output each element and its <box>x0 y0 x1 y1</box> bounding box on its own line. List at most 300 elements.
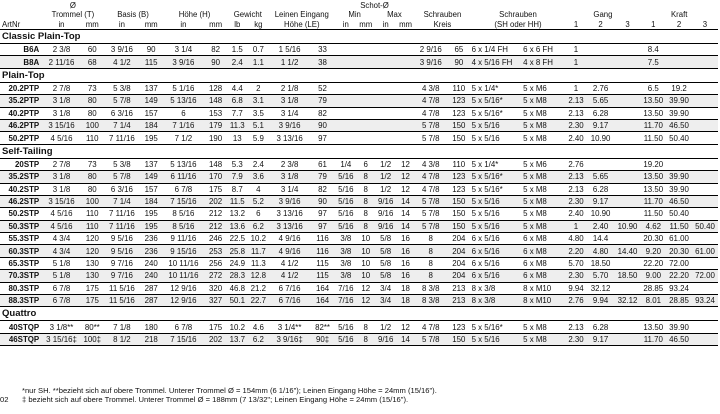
cell-leinen-in: 4 9/16 <box>269 245 310 257</box>
cell-basis-in: 5 7/8 <box>104 95 140 107</box>
cell-kraft-3 <box>692 82 718 94</box>
cell-leinen-mm: 90 <box>310 119 334 131</box>
cell-kreis-mm: 123 <box>447 171 470 183</box>
cell-hoehe-mm: 212 <box>204 220 226 232</box>
cell-schrauben-hh: 5 x M8 <box>522 195 565 207</box>
cell-leinen-in: 6 7/16 <box>269 295 310 307</box>
table-row <box>0 44 718 56</box>
cell-schrauben-hh: 4 x 8 FH <box>522 56 565 68</box>
cell-artnr: 46STQP <box>0 333 42 345</box>
cell-artnr: B8A <box>0 56 42 68</box>
unit-mm: mm <box>397 19 415 30</box>
cell-gang-2: 9.17 <box>587 333 615 345</box>
table-row <box>0 95 718 107</box>
cell-hoehe-in: 3 9/16 <box>162 56 204 68</box>
cell-gang-3: 18.50 <box>615 270 641 282</box>
cell-trommel-in: 2 11/16 <box>42 56 81 68</box>
cell-hoehe-mm: 253 <box>204 245 226 257</box>
cell-schot-min-in: 5/16 <box>335 333 357 345</box>
cell-gang-2: 2.40 <box>587 220 615 232</box>
cell-gang-3 <box>615 56 641 68</box>
cell-kreis-in: 5 7/8 <box>414 195 447 207</box>
cell-kreis-in: 4 7/8 <box>414 321 447 333</box>
cell-leinen-in: 3 9/16‡ <box>269 333 310 345</box>
cell-trommel-in: 4 5/16 <box>42 132 81 144</box>
cell-basis-mm: 195 <box>140 208 162 220</box>
cell-schrauben-hh: 5 x M8 <box>522 183 565 195</box>
cell-leinen-in: 4 1/2 <box>269 270 310 282</box>
cell-schot-min-in: 5/16 <box>335 171 357 183</box>
gewicht-header: Gewicht <box>233 10 262 19</box>
cell-gang-1: 2.30 <box>565 333 586 345</box>
cell-kraft-2: 50.40 <box>666 208 692 220</box>
cell-leinen-mm: 33 <box>310 44 334 56</box>
cell-kraft-3 <box>692 158 718 170</box>
cell-leinen-in: 3 1/4 <box>269 183 310 195</box>
cell-basis-in: 5 3/8 <box>104 82 140 94</box>
cell-schrauben-sh: 6 x 5/16 <box>471 270 523 282</box>
cell-schot-max-in: 9/16 <box>375 208 397 220</box>
unit-in: in <box>335 19 357 30</box>
gang-col-3: 3 <box>615 19 641 30</box>
cell-trommel-in: 4 5/16 <box>42 220 81 232</box>
cell-trommel-mm: 130 <box>81 257 104 269</box>
cell-schot-min-mm <box>357 56 375 68</box>
cell-kraft-1: 13.50 <box>640 321 666 333</box>
cell-basis-mm: 195 <box>140 132 162 144</box>
cell-kreis-mm: 123 <box>447 107 470 119</box>
cell-kraft-3: 72.00 <box>692 270 718 282</box>
cell-kraft-2: 20.30 <box>666 245 692 257</box>
cell-leinen-mm: 97 <box>310 132 334 144</box>
cell-hoehe-in: 10 11/16 <box>162 270 204 282</box>
cell-schot-max-in <box>375 132 397 144</box>
cell-schrauben-hh: 5 x M8 <box>522 171 565 183</box>
cell-kraft-1: 20.30 <box>640 233 666 245</box>
cell-kraft-1: 11.50 <box>640 132 666 144</box>
cell-leinen-mm: 116 <box>310 245 334 257</box>
cell-schot-min-mm: 8 <box>357 208 375 220</box>
cell-gewicht-lb: 50.1 <box>227 295 248 307</box>
cell-kraft-1: 8.4 <box>640 44 666 56</box>
cell-kraft-2 <box>666 158 692 170</box>
gang-col-1: 1 <box>565 19 586 30</box>
cell-gewicht-kg: 21.2 <box>248 282 269 294</box>
unit-mm: mm <box>357 19 375 30</box>
cell-kraft-1: 11.70 <box>640 333 666 345</box>
cell-trommel-mm: 80** <box>81 321 104 333</box>
section-title: Plain-Top <box>0 68 718 82</box>
cell-trommel-mm: 80 <box>81 95 104 107</box>
cell-schrauben-hh: 5 x M8 <box>522 333 565 345</box>
section-header <box>0 68 718 82</box>
cell-leinen-mm: 82** <box>310 321 334 333</box>
cell-schot-min-in <box>335 119 357 131</box>
cell-basis-in: 7 1/8 <box>104 321 140 333</box>
cell-kraft-1: 13.50 <box>640 171 666 183</box>
cell-gang-1: 2.30 <box>565 119 586 131</box>
cell-leinen-in: 3 1/8 <box>269 171 310 183</box>
cell-schot-max-in: 5/8 <box>375 245 397 257</box>
cell-schot-min-in: 5/16 <box>335 183 357 195</box>
cell-schot-max-mm: 16 <box>397 233 415 245</box>
cell-schot-min-mm: 10 <box>357 233 375 245</box>
cell-artnr: 20STP <box>0 158 42 170</box>
cell-kraft-2: 28.85 <box>666 295 692 307</box>
cell-schrauben-hh: 6 x M8 <box>522 270 565 282</box>
cell-basis-in: 6 3/16 <box>104 107 140 119</box>
cell-kreis-mm: 204 <box>447 233 470 245</box>
cell-kreis-in: 4 3/8 <box>414 158 447 170</box>
cell-hoehe-mm: 148 <box>204 158 226 170</box>
cell-kraft-3 <box>692 333 718 345</box>
cell-gang-3 <box>615 158 641 170</box>
cell-kreis-in: 8 <box>414 233 447 245</box>
cell-schrauben-sh: 5 x 5/16* <box>471 183 523 195</box>
cell-gewicht-lb: 10.2 <box>227 321 248 333</box>
cell-kreis-mm: 204 <box>447 257 470 269</box>
cell-leinen-mm: 79 <box>310 171 334 183</box>
cell-artnr: 35.2STP <box>0 171 42 183</box>
cell-artnr: 46.2PTP <box>0 119 42 131</box>
cell-schot-min-in: 5/16 <box>335 321 357 333</box>
cell-schrauben-hh: 5 x M8 <box>522 107 565 119</box>
cell-hoehe-mm: 175 <box>204 321 226 333</box>
cell-kreis-mm: 123 <box>447 95 470 107</box>
cell-gang-1: 2.76 <box>565 295 586 307</box>
cell-schrauben-sh: 4 x 5/16 FH <box>471 56 523 68</box>
cell-schrauben-sh: 5 x 5/16* <box>471 95 523 107</box>
cell-basis-in: 7 1/4 <box>104 119 140 131</box>
cell-schot-max-mm <box>397 56 415 68</box>
cell-schrauben-sh: 5 x 5/16 <box>471 195 523 207</box>
cell-kraft-1: 11.50 <box>640 208 666 220</box>
table-row <box>0 208 718 220</box>
cell-artnr: 50.2STP <box>0 208 42 220</box>
cell-schot-max-in: 3/4 <box>375 282 397 294</box>
cell-kreis-in: 4 7/8 <box>414 183 447 195</box>
cell-trommel-in: 3 15/16‡ <box>42 333 81 345</box>
table-row <box>0 82 718 94</box>
cell-gewicht-lb: 2.4 <box>227 56 248 68</box>
cell-gang-3 <box>615 132 641 144</box>
cell-artnr: 70.3STP <box>0 270 42 282</box>
cell-trommel-mm: 100‡ <box>81 333 104 345</box>
cell-hoehe-mm: 82 <box>204 44 226 56</box>
cell-schot-max-in: 9/16 <box>375 220 397 232</box>
cell-schrauben-hh: 5 x M6 <box>522 158 565 170</box>
cell-kreis-mm: 150 <box>447 208 470 220</box>
cell-gang-1: 2.13 <box>565 95 586 107</box>
cell-schot-max-in: 1/2 <box>375 321 397 333</box>
cell-schrauben-hh: 5 x M8 <box>522 321 565 333</box>
cell-hoehe-in: 6 7/8 <box>162 183 204 195</box>
cell-gewicht-lb: 46.8 <box>227 282 248 294</box>
cell-gang-1: 2.13 <box>565 171 586 183</box>
cell-schot-min-mm: 12 <box>357 282 375 294</box>
cell-schot-min-mm <box>357 95 375 107</box>
cell-trommel-mm: 110 <box>81 220 104 232</box>
cell-kreis-in: 8 3/8 <box>414 282 447 294</box>
cell-gewicht-kg: 5.9 <box>248 132 269 144</box>
cell-trommel-in: 6 7/8 <box>42 295 81 307</box>
cell-hoehe-in: 7 1/2 <box>162 132 204 144</box>
cell-kraft-1: 11.70 <box>640 195 666 207</box>
cell-hoehe-in: 7 15/16 <box>162 333 204 345</box>
schrauben-sh-header-line1: Schrauben <box>499 10 537 19</box>
cell-schot-max-in: 5/8 <box>375 257 397 269</box>
cell-gang-3 <box>615 321 641 333</box>
cell-trommel-mm: 80 <box>81 183 104 195</box>
cell-gewicht-kg: 5.1 <box>248 119 269 131</box>
cell-kreis-mm: 110 <box>447 158 470 170</box>
cell-gewicht-kg: 2.4 <box>248 158 269 170</box>
cell-kraft-2: 46.50 <box>666 119 692 131</box>
cell-hoehe-in: 12 9/16 <box>162 295 204 307</box>
cell-schot-min-in: 3/8 <box>335 257 357 269</box>
cell-hoehe-mm: 246 <box>204 233 226 245</box>
cell-kreis-in: 8 <box>414 245 447 257</box>
cell-gang-1: 1 <box>565 44 586 56</box>
cell-schot-min-mm <box>357 44 375 56</box>
cell-schot-max-in <box>375 56 397 68</box>
cell-artnr: 88.3STP <box>0 295 42 307</box>
table-body <box>0 30 718 346</box>
cell-gewicht-lb: 13.7 <box>227 333 248 345</box>
cell-schot-min-mm: 8 <box>357 171 375 183</box>
cell-gang-1: 5.70 <box>565 257 586 269</box>
cell-basis-in: 9 7/16 <box>104 257 140 269</box>
cell-hoehe-mm: 256 <box>204 257 226 269</box>
cell-leinen-in: 3 13/16 <box>269 208 310 220</box>
cell-basis-in: 4 1/2 <box>104 56 140 68</box>
cell-trommel-mm: 100 <box>81 195 104 207</box>
cell-basis-in: 8 1/2 <box>104 333 140 345</box>
cell-kraft-2: 50.40 <box>666 132 692 144</box>
cell-basis-in: 9 5/16 <box>104 233 140 245</box>
cell-schot-min-mm: 10 <box>357 257 375 269</box>
cell-gang-2 <box>587 56 615 68</box>
cell-gang-3 <box>615 119 641 131</box>
cell-hoehe-mm: 175 <box>204 183 226 195</box>
cell-schot-min-mm: 10 <box>357 270 375 282</box>
cell-kraft-1: 7.5 <box>640 56 666 68</box>
cell-gang-2: 10.90 <box>587 132 615 144</box>
cell-artnr: B6A <box>0 44 42 56</box>
cell-schot-max-mm <box>397 95 415 107</box>
cell-gang-1: 2.20 <box>565 245 586 257</box>
cell-gewicht-lb: 7.9 <box>227 171 248 183</box>
cell-gang-3 <box>615 183 641 195</box>
cell-schot-min-mm: 12 <box>357 295 375 307</box>
cell-leinen-mm: 90 <box>310 195 334 207</box>
cell-trommel-in: 6 7/8 <box>42 282 81 294</box>
cell-basis-mm: 236 <box>140 233 162 245</box>
cell-leinen-in: 3 1/4** <box>269 321 310 333</box>
cell-gang-1: 2.76 <box>565 158 586 170</box>
cell-kreis-in: 5 7/8 <box>414 119 447 131</box>
cell-kreis-in: 5 7/8 <box>414 220 447 232</box>
cell-kreis-mm: 150 <box>447 333 470 345</box>
cell-kreis-in: 8 <box>414 257 447 269</box>
cell-leinen-mm: 82 <box>310 183 334 195</box>
cell-gewicht-kg: 10.2 <box>248 233 269 245</box>
cell-basis-in: 7 1/4 <box>104 195 140 207</box>
page-number: 02 <box>0 395 9 404</box>
cell-basis-mm: 157 <box>140 107 162 119</box>
cell-gewicht-kg: 2 <box>248 82 269 94</box>
cell-hoehe-in: 12 9/16 <box>162 282 204 294</box>
cell-gang-1: 2.13 <box>565 107 586 119</box>
cell-leinen-mm: 164 <box>310 295 334 307</box>
cell-basis-mm: 137 <box>140 158 162 170</box>
cell-gang-3: 32.12 <box>615 295 641 307</box>
cell-leinen-mm: 79 <box>310 95 334 107</box>
cell-gewicht-lb: 5.3 <box>227 158 248 170</box>
cell-kraft-3 <box>692 257 718 269</box>
cell-trommel-mm: 80 <box>81 107 104 119</box>
leinen-header-line1: Leinen Eingang <box>274 10 329 19</box>
cell-hoehe-in: 7 15/16 <box>162 195 204 207</box>
cell-kreis-mm: 150 <box>447 119 470 131</box>
cell-basis-in: 9 5/16 <box>104 245 140 257</box>
cell-basis-in: 5 3/8 <box>104 158 140 170</box>
cell-gang-2: 2.76 <box>587 82 615 94</box>
cell-schot-min-mm <box>357 119 375 131</box>
cell-kreis-in: 5 7/8 <box>414 208 447 220</box>
cell-kraft-3 <box>692 183 718 195</box>
cell-kreis-in: 2 9/16 <box>414 44 447 56</box>
cell-schot-min-in: 1/4 <box>335 158 357 170</box>
cell-kraft-3 <box>692 171 718 183</box>
cell-gang-2: 5.65 <box>587 95 615 107</box>
cell-gewicht-kg: 1.1 <box>248 56 269 68</box>
cell-gewicht-kg: 6.2 <box>248 220 269 232</box>
cell-leinen-in: 3 13/16 <box>269 132 310 144</box>
cell-schrauben-sh: 5 x 1/4* <box>471 82 523 94</box>
cell-trommel-in: 3 15/16 <box>42 119 81 131</box>
cell-schot-max-in <box>375 82 397 94</box>
cell-leinen-in: 2 3/8 <box>269 158 310 170</box>
cell-kreis-in: 8 <box>414 270 447 282</box>
cell-schot-max-in <box>375 119 397 131</box>
cell-trommel-in: 5 1/8 <box>42 270 81 282</box>
cell-trommel-in: 3 15/16 <box>42 195 81 207</box>
cell-basis-mm: 137 <box>140 82 162 94</box>
cell-kraft-1: 6.5 <box>640 82 666 94</box>
cell-basis-mm: 149 <box>140 95 162 107</box>
unit-mm: mm <box>140 19 162 30</box>
cell-hoehe-in: 5 13/16 <box>162 95 204 107</box>
cell-schot-max-mm: 16 <box>397 245 415 257</box>
cell-leinen-in: 2 1/8 <box>269 82 310 94</box>
cell-schrauben-sh: 5 x 5/16 <box>471 119 523 131</box>
cell-schrauben-sh: 8 x 3/8 <box>471 295 523 307</box>
cell-schrauben-sh: 8 x 3/8 <box>471 282 523 294</box>
cell-hoehe-mm: 320 <box>204 282 226 294</box>
cell-hoehe-in: 6 7/8 <box>162 321 204 333</box>
basis-header: Basis (B) <box>117 10 149 19</box>
table-row <box>0 333 718 345</box>
cell-basis-mm: 115 <box>140 56 162 68</box>
cell-gewicht-lb: 22.5 <box>227 233 248 245</box>
cell-leinen-mm: 97 <box>310 208 334 220</box>
cell-gewicht-lb: 1.5 <box>227 44 248 56</box>
cell-gang-2: 32.12 <box>587 282 615 294</box>
cell-schot-max-in <box>375 44 397 56</box>
cell-gang-1: 2.13 <box>565 321 586 333</box>
cell-kraft-3 <box>692 119 718 131</box>
cell-leinen-in: 1 1/2 <box>269 56 310 68</box>
cell-schrauben-hh: 6 x M8 <box>522 233 565 245</box>
cell-hoehe-mm: 202 <box>204 195 226 207</box>
cell-trommel-in: 2 7/8 <box>42 82 81 94</box>
cell-gewicht-lb: 13 <box>227 132 248 144</box>
cell-trommel-mm: 110 <box>81 132 104 144</box>
table-row <box>0 257 718 269</box>
cell-gang-1: 2.40 <box>565 132 586 144</box>
section-header <box>0 30 718 44</box>
cell-basis-mm: 180 <box>140 321 162 333</box>
cell-gang-2: 14.4 <box>587 233 615 245</box>
cell-gewicht-lb: 11.3 <box>227 119 248 131</box>
cell-gang-3 <box>615 195 641 207</box>
unit-lb: lb <box>227 19 248 30</box>
cell-gewicht-lb: 13.6 <box>227 220 248 232</box>
cell-kraft-1: 8.01 <box>640 295 666 307</box>
cell-leinen-mm: 115 <box>310 257 334 269</box>
cell-schot-min-in <box>335 44 357 56</box>
cell-schot-max-mm <box>397 82 415 94</box>
cell-kreis-in: 4 7/8 <box>414 107 447 119</box>
kraft-col-3: 3 <box>692 19 718 30</box>
cell-gang-3 <box>615 82 641 94</box>
cell-kreis-in: 4 7/8 <box>414 95 447 107</box>
cell-gang-2: 4.80 <box>587 245 615 257</box>
cell-schot-max-mm <box>397 107 415 119</box>
table-header <box>0 0 718 30</box>
cell-hoehe-mm: 327 <box>204 295 226 307</box>
cell-kreis-in: 4 3/8 <box>414 82 447 94</box>
cell-schrauben-sh: 5 x 1/4* <box>471 158 523 170</box>
cell-schot-max-mm: 12 <box>397 321 415 333</box>
cell-trommel-mm: 130 <box>81 270 104 282</box>
cell-gewicht-kg: 3.6 <box>248 171 269 183</box>
schrauben-kreis-header-line1: Schrauben <box>423 10 462 19</box>
cell-leinen-in: 4 1/2 <box>269 257 310 269</box>
cell-gang-1: 2.13 <box>565 183 586 195</box>
cell-kraft-2: 39.90 <box>666 107 692 119</box>
cell-schrauben-hh: 6 x M8 <box>522 257 565 269</box>
cell-kraft-3: 50.40 <box>692 220 718 232</box>
cell-hoehe-in: 5 1/16 <box>162 82 204 94</box>
cell-schrauben-sh: 5 x 5/16 <box>471 333 523 345</box>
cell-hoehe-mm: 179 <box>204 119 226 131</box>
cell-hoehe-in: 3 1/4 <box>162 44 204 56</box>
table-row <box>0 245 718 257</box>
cell-schot-max-in <box>375 107 397 119</box>
cell-gewicht-lb: 24.9 <box>227 257 248 269</box>
section-title: Classic Plain-Top <box>0 30 718 44</box>
cell-schrauben-sh: 6 x 5/16 <box>471 233 523 245</box>
cell-kreis-mm: 204 <box>447 245 470 257</box>
cell-kreis-mm: 213 <box>447 282 470 294</box>
cell-gewicht-kg: 6 <box>248 208 269 220</box>
cell-schot-max-mm: 18 <box>397 282 415 294</box>
cell-basis-in: 3 9/16 <box>104 44 140 56</box>
unit-in: in <box>42 19 81 30</box>
cell-schot-min-in: 3/8 <box>335 245 357 257</box>
